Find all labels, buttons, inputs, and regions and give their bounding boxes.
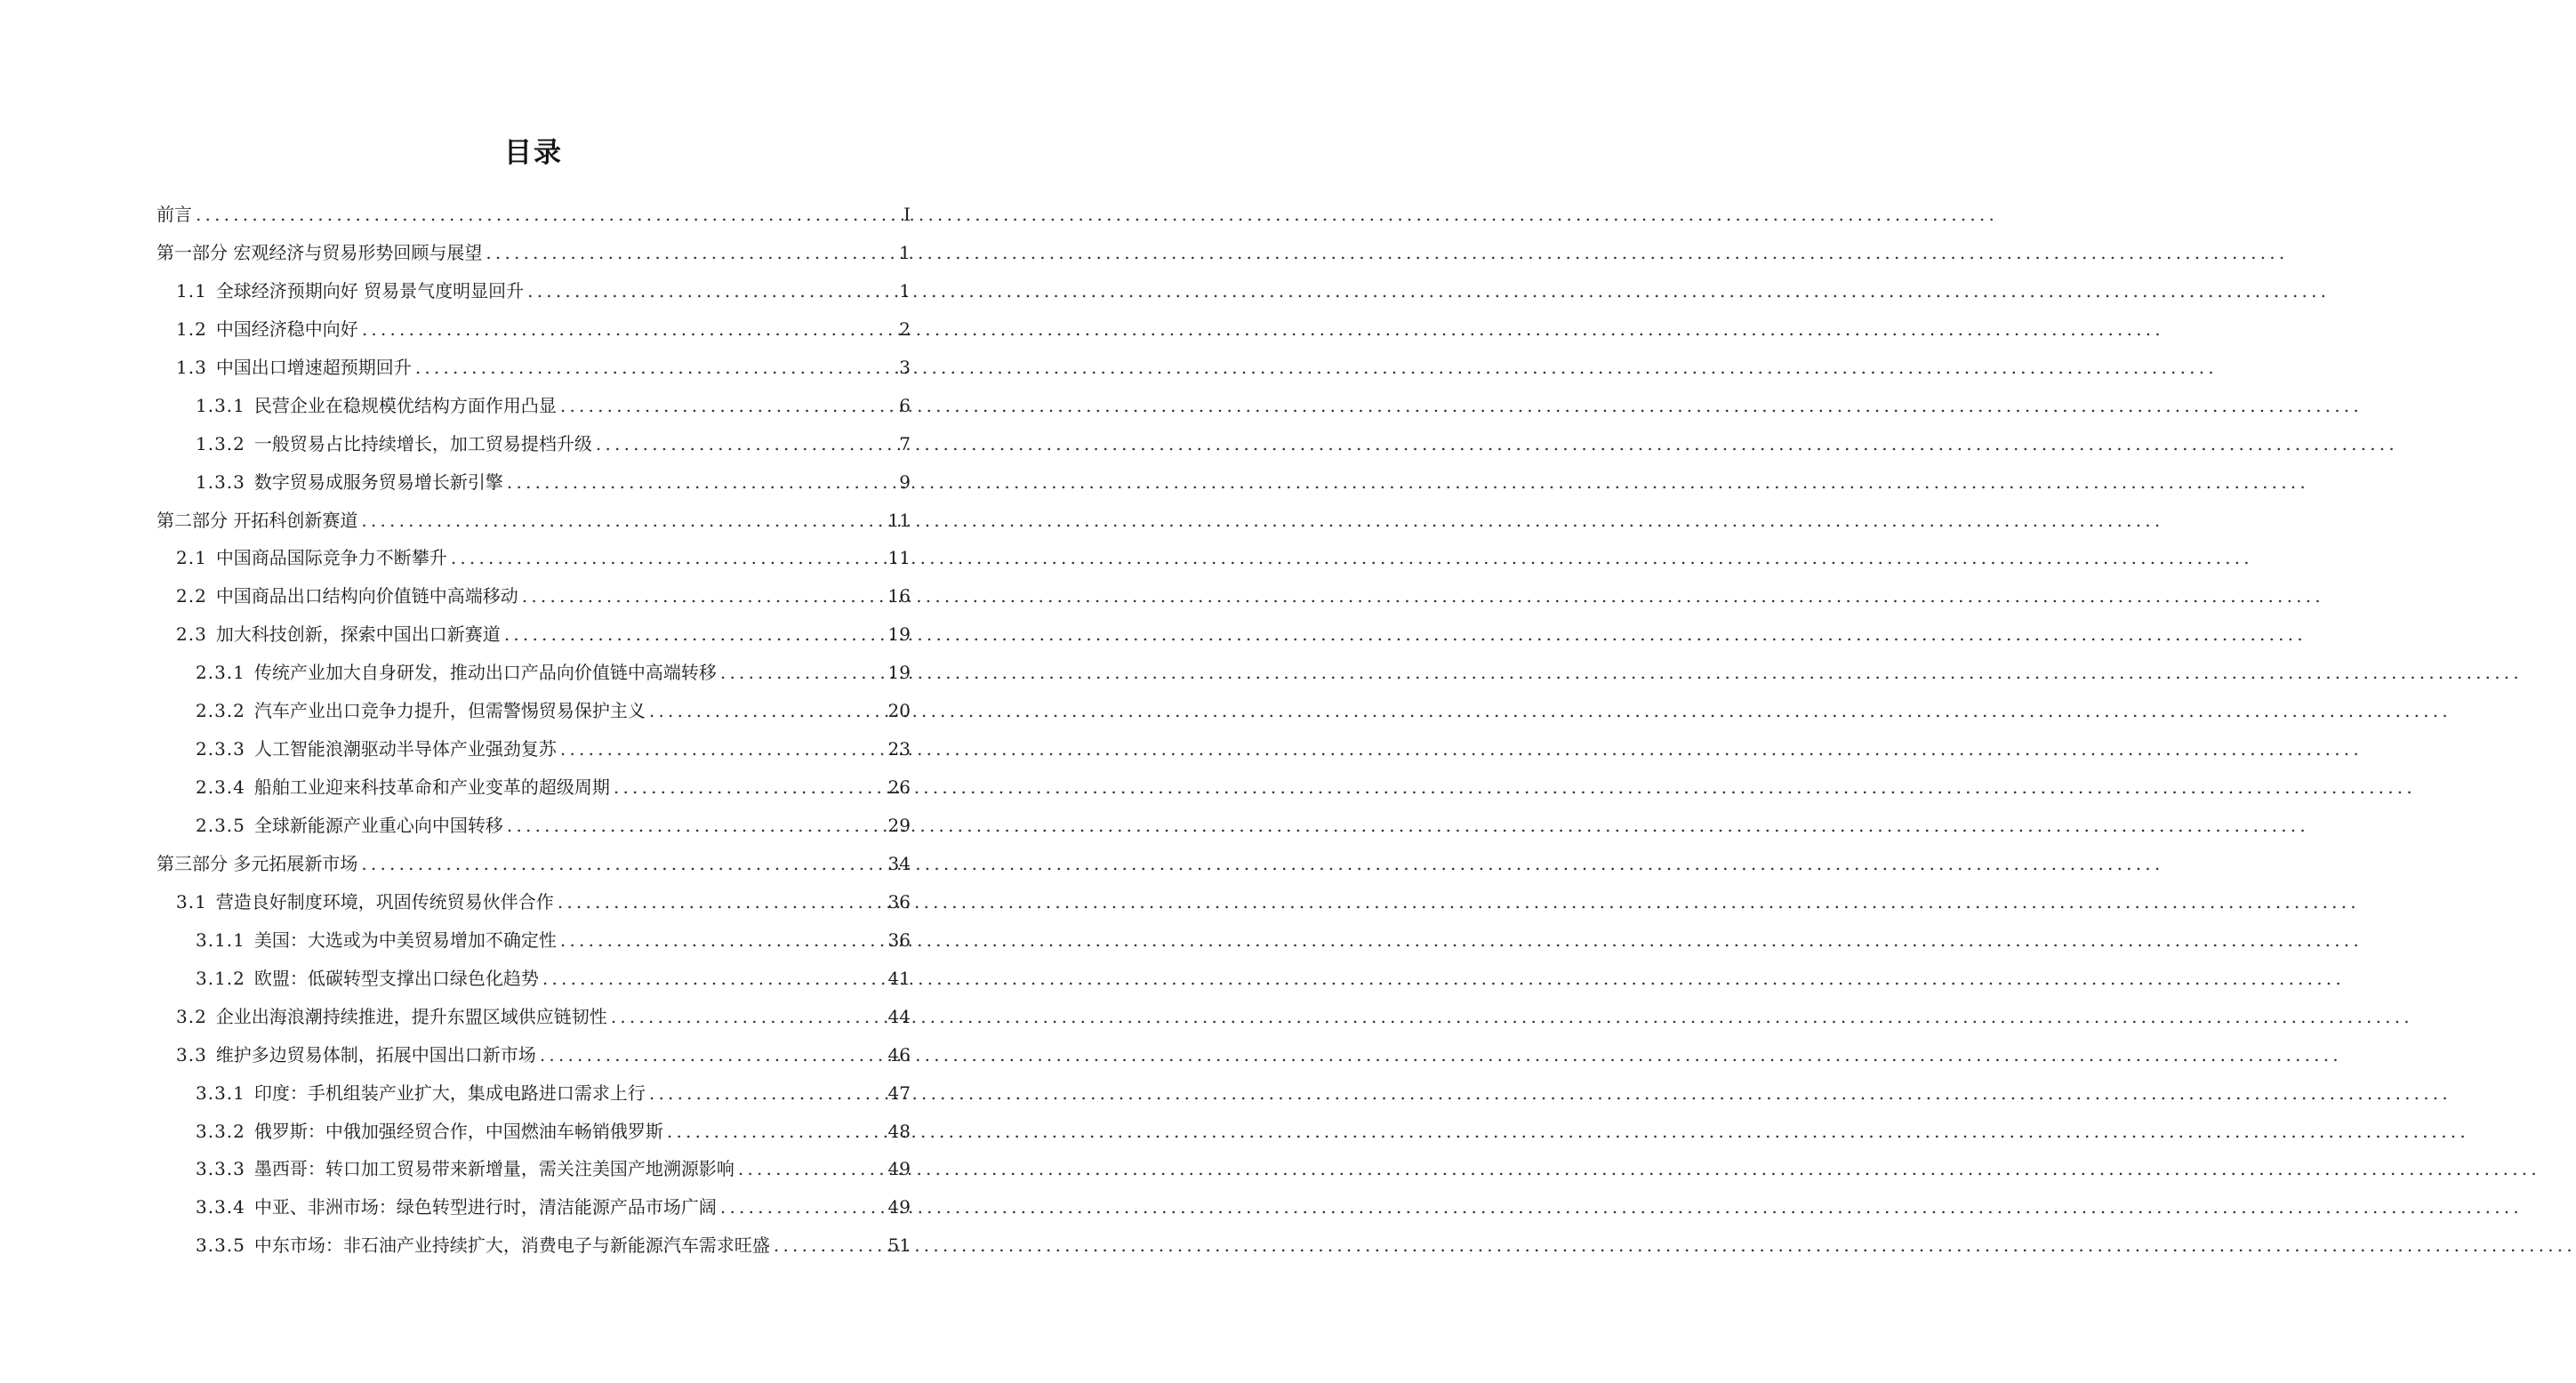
toc-entry-number: 3.3.4: [196, 1196, 245, 1218]
toc-entry-number: 3.3.5: [196, 1234, 245, 1257]
toc-entry[interactable]: [156, 349, 911, 387]
dot-leader: [522, 577, 881, 615]
toc-entry-title: 美国：大选或为中美贸易增加不确定性: [253, 929, 557, 951]
toc-entry-page-number: I: [903, 204, 911, 225]
toc-entry-page-number: 6: [899, 394, 911, 416]
toc-entry[interactable]: [156, 807, 911, 845]
dot-leader: [196, 196, 886, 234]
toc-entry[interactable]: [156, 196, 911, 234]
dot-leader: [507, 463, 886, 502]
toc-entry-number: 2.3.2: [196, 700, 245, 722]
dot-leader: [649, 1074, 881, 1113]
toc-entry-title: 营造良好制度环境，巩固传统贸易伙伴合作: [215, 890, 554, 913]
toc-entry-number: 3.1.2: [196, 967, 245, 989]
toc-entry[interactable]: [156, 960, 911, 998]
toc-entry-title: 第一部分 宏观经济与贸易形势回顾与展望: [156, 241, 483, 263]
toc-entry-number: 3.3.3: [196, 1158, 245, 1180]
toc-entry[interactable]: [156, 1150, 911, 1188]
toc-entry-page-number: 49: [887, 1196, 911, 1218]
toc-entry-title: 俄罗斯：中俄加强经贸合作，中国燃油车畅销俄罗斯: [253, 1120, 663, 1142]
toc-entry-title: 一般贸易占比持续增长，加工贸易提档升级: [253, 432, 592, 454]
toc-entry[interactable]: [156, 1226, 911, 1265]
toc-entry-number: 3.2: [176, 1005, 207, 1027]
toc-entry-title: 维护多边贸易体制，拓展中国出口新市场: [215, 1043, 536, 1065]
toc-entry[interactable]: [156, 272, 911, 310]
toc-entry[interactable]: [156, 463, 911, 502]
toc-entry-title: 全球经济预期向好 贸易景气度明显回升: [215, 279, 525, 302]
dot-leader: [667, 1113, 881, 1151]
dot-leader: [649, 692, 881, 730]
dot-leader: [560, 921, 881, 960]
toc-entry-page-number: 23: [887, 738, 911, 760]
toc-entry-title: 第三部分 多元拓展新市场: [156, 852, 358, 874]
toc-entry[interactable]: [156, 921, 911, 960]
dot-leader: [542, 960, 881, 998]
toc-entry-number: 2.3.4: [196, 776, 245, 799]
toc-entry-page-number: 16: [887, 585, 911, 607]
dot-leader: [720, 654, 881, 692]
toc-entry-number: 3.1.1: [196, 929, 245, 951]
toc-entry-page-number: 1: [899, 241, 911, 263]
dot-leader: [614, 768, 881, 807]
toc-entry-number: 3.3.1: [196, 1081, 245, 1104]
toc-entry-title: 传统产业加大自身研发，推动出口产品向价值链中高端转移: [253, 662, 717, 684]
toc-entry-number: 2.3.5: [196, 815, 245, 836]
toc-entry-title: 印度：手机组装产业扩大，集成电路进口需求上行: [253, 1081, 646, 1104]
toc-entry-title: 中国经济稳中向好: [215, 318, 358, 340]
dot-leader: [415, 349, 886, 387]
document-page: [0, 0, 1067, 1383]
dot-leader: [527, 272, 886, 310]
toc-entry-title: 第二部分 开拓科创新赛道: [156, 509, 358, 531]
toc-entry-page-number: 36: [887, 929, 911, 951]
dot-leader: [362, 310, 886, 349]
toc-entry[interactable]: [156, 998, 911, 1036]
toc-entry-page-number: 26: [887, 776, 911, 799]
toc-entry-page-number: 41: [887, 967, 911, 989]
toc-entry-page-number: 19: [887, 623, 911, 646]
dot-leader: [507, 807, 881, 845]
dot-leader: [560, 730, 881, 768]
toc-entry[interactable]: [156, 425, 911, 463]
toc-entry-page-number: 48: [887, 1120, 911, 1142]
toc-entry-page-number: 29: [887, 815, 911, 836]
dot-leader: [596, 425, 886, 463]
toc-entry-title: 企业出海浪潮持续推进，提升东盟区域供应链韧性: [215, 1005, 607, 1027]
toc-entry[interactable]: [156, 730, 911, 768]
dot-leader: [774, 1226, 881, 1265]
toc-entry-title: 前言: [156, 204, 192, 225]
toc-entry-page-number: 44: [887, 1005, 911, 1027]
toc-entry-page-number: 36: [887, 890, 911, 913]
toc-entry-title: 人工智能浪潮驱动半导体产业强劲复苏: [253, 738, 557, 760]
toc-entry-page-number: 46: [887, 1043, 911, 1065]
toc-entry-page-number: 11: [887, 509, 911, 531]
toc-entry-number: 1.3.1: [196, 394, 245, 416]
toc-entry[interactable]: [156, 1188, 911, 1226]
dot-leader: [486, 234, 886, 272]
toc-entry[interactable]: [156, 1036, 911, 1074]
dot-leader: [558, 883, 881, 921]
toc-entry-title: 民营企业在稳规模优结构方面作用凸显: [253, 394, 557, 416]
toc-entry-title: 中国商品出口结构向价值链中高端移动: [215, 585, 518, 607]
toc-entry-page-number: 20: [887, 700, 911, 722]
toc-entry[interactable]: [156, 310, 911, 349]
table-of-contents: [156, 196, 911, 1265]
toc-entry-page-number: 2: [899, 318, 911, 340]
toc-entry-title: 汽车产业出口竞争力提升，但需警惕贸易保护主义: [253, 700, 646, 722]
toc-entry[interactable]: [156, 387, 911, 425]
dot-leader: [611, 998, 881, 1036]
toc-entry[interactable]: [156, 539, 911, 577]
toc-entry-title: 中国商品国际竞争力不断攀升: [215, 547, 447, 569]
toc-entry-title: 墨西哥：转口加工贸易带来新增量，需关注美国产地溯源影响: [253, 1158, 734, 1180]
toc-entry-number: 1.3: [176, 356, 207, 378]
toc-entry-number: 1.3.2: [196, 432, 245, 454]
toc-entry-title: 船舶工业迎来科技革命和产业变革的超级周期: [253, 776, 610, 799]
toc-entry-number: 3.3: [176, 1043, 207, 1065]
dot-leader: [504, 615, 881, 654]
toc-entry-number: 2.3: [176, 623, 207, 646]
toc-entry[interactable]: [156, 1113, 911, 1151]
toc-entry[interactable]: [156, 1074, 911, 1113]
toc-entry-page-number: 47: [887, 1081, 911, 1104]
dot-leader: [560, 387, 886, 425]
toc-entry[interactable]: [156, 692, 911, 730]
dot-leader: [738, 1150, 881, 1188]
toc-entry-page-number: 19: [887, 662, 911, 684]
toc-entry-page-number: 3: [899, 356, 911, 378]
toc-entry-title: 中国出口增速超预期回升: [215, 356, 412, 378]
toc-entry-page-number: 34: [887, 852, 911, 874]
toc-entry-title: 数字贸易成服务贸易增长新引擎: [253, 470, 503, 493]
toc-entry-title: 全球新能源产业重心向中国转移: [253, 815, 503, 836]
toc-entry-page-number: 49: [887, 1158, 911, 1180]
toc-entry[interactable]: [156, 234, 911, 272]
toc-entry[interactable]: [156, 615, 911, 654]
toc-entry-title: 中东市场：非石油产业持续扩大，消费电子与新能源汽车需求旺盛: [253, 1234, 770, 1257]
toc-entry-number: 1.2: [176, 318, 207, 340]
toc-entry-number: 1.3.3: [196, 470, 245, 493]
toc-entry-number: 3.3.2: [196, 1120, 245, 1142]
toc-entry-title: 欧盟：低碳转型支撑出口绿色化趋势: [253, 967, 539, 989]
toc-entry[interactable]: [156, 845, 911, 883]
dot-leader: [451, 539, 881, 577]
toc-entry-title: 加大科技创新，探索中国出口新赛道: [215, 623, 501, 646]
toc-entry[interactable]: [156, 654, 911, 692]
toc-entry[interactable]: [156, 883, 911, 921]
dot-leader: [720, 1188, 881, 1226]
toc-entry-title: 中亚、非洲市场：绿色转型进行时，清洁能源产品市场广阔: [253, 1196, 717, 1218]
toc-entry-page-number: 9: [899, 470, 911, 493]
toc-entry-number: 1.1: [176, 279, 207, 302]
toc-entry-page-number: 51: [887, 1234, 911, 1257]
toc-entry-number: 2.2: [176, 585, 207, 607]
dot-leader: [361, 845, 880, 883]
toc-entry[interactable]: [156, 577, 911, 615]
dot-leader: [361, 502, 880, 540]
toc-entry-page-number: 11: [887, 547, 911, 569]
toc-entry-number: 2.3.1: [196, 662, 245, 684]
toc-entry-page-number: 1: [899, 279, 911, 302]
toc-entry-number: 3.1: [176, 890, 207, 913]
toc-entry-page-number: 7: [899, 432, 911, 454]
toc-entry-number: 2.3.3: [196, 738, 245, 760]
dot-leader: [540, 1036, 881, 1074]
toc-entry-number: 2.1: [176, 547, 207, 569]
page-title: 目录: [504, 137, 563, 169]
toc-entry[interactable]: [156, 502, 911, 540]
toc-entry[interactable]: [156, 768, 911, 807]
